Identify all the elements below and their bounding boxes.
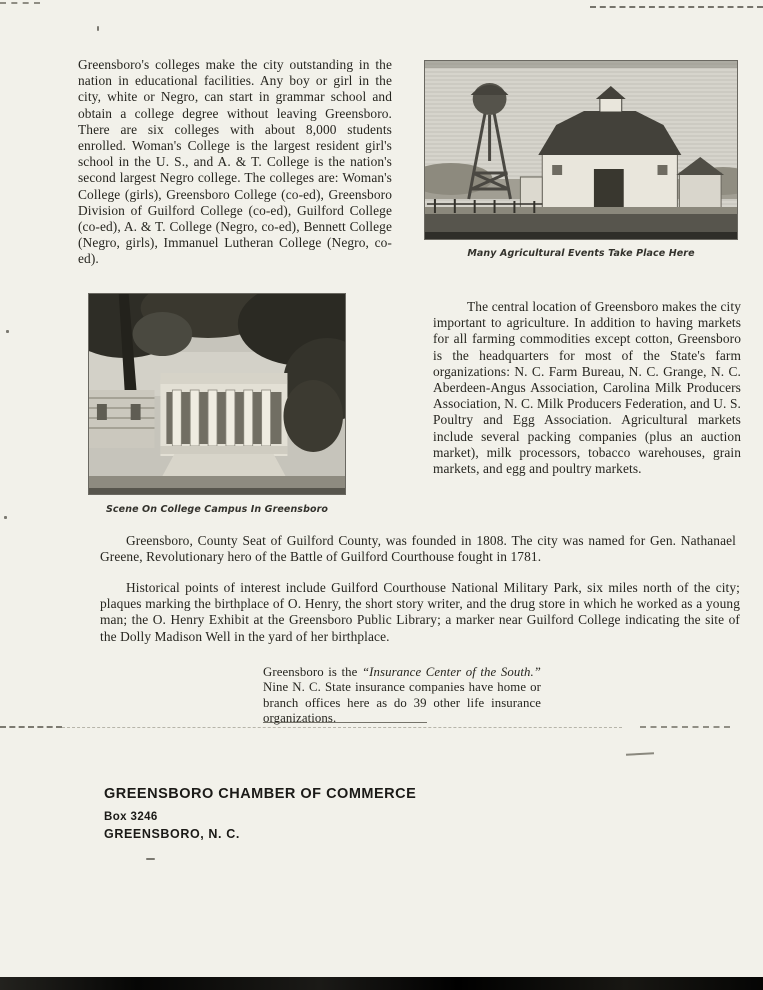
insurance-text-suffix: Nine N. C. State insurance companies have home or branch offices here as do 39 other life insurance organizations. bbox=[263, 680, 541, 726]
scan-artifact-mark bbox=[97, 26, 99, 31]
city-line: GREENSBORO, N. C. bbox=[104, 827, 240, 841]
barn-photo-illustration bbox=[425, 61, 737, 239]
insurance-text-italic: “Insurance Center of the South.” bbox=[361, 665, 542, 679]
campus-photo-illustration bbox=[89, 294, 345, 494]
barn-photo-caption: Many Agricultural Events Take Place Here bbox=[467, 248, 695, 259]
scan-artifact-dash bbox=[626, 752, 654, 755]
campus-photo-caption: Scene On College Campus In Greensboro bbox=[105, 504, 329, 515]
scan-artifact-dash bbox=[62, 727, 622, 728]
scan-artifact-underline bbox=[263, 722, 427, 723]
founding-paragraph: Greensboro, County Seat of Guilford County, was founded in 1808. The city was named for Gen. Nathanael Greene, Revolutionary hero of the Battle of Guilford Courthouse fought in 1781. bbox=[100, 533, 736, 565]
scan-artifact-dash bbox=[0, 726, 62, 728]
barn-photo bbox=[424, 60, 738, 240]
po-box-line: Box 3246 bbox=[104, 811, 158, 823]
scan-artifact-mark bbox=[6, 330, 9, 333]
scan-artifact-mark bbox=[146, 858, 155, 860]
chamber-of-commerce-title: GREENSBORO CHAMBER OF COMMERCE bbox=[104, 786, 417, 802]
history-paragraph: Historical points of interest include Guilford Courthouse National Military Park, six miles north of the city; plaques marking the birthplace of O. Henry, the short story writer, and the drug store in which he worked as a young man; the O. Henry Exhibit at the Greensboro Public Library; a marker near Guilford College indicating the site of the Dolly Madison Well in the yard of her birthplace. bbox=[100, 580, 740, 644]
campus-photo bbox=[88, 293, 346, 495]
agriculture-paragraph: The central location of Greensboro makes the city important to agriculture. In addition to having markets for all farming commodities except cotton, Greensboro is the headquarters for most of the State's farm organizations: N. C. Farm Bureau, N. C. Grange, N. C. Aberdeen-Angus Association, Carolina Milk Producers Association, N. C. Milk Producers Federation, and U. S. Poultry and Egg Association. Agricultural markets include several packing companies (plus an auction market), milk processors, tobacco warehouses, grain markets, and egg and poultry markets. bbox=[433, 299, 741, 477]
insurance-paragraph bbox=[263, 665, 541, 727]
scan-artifact-dash bbox=[590, 6, 763, 8]
insurance-text-prefix: Greensboro is the bbox=[263, 665, 362, 679]
scan-artifact-mark bbox=[4, 516, 7, 519]
scan-artifact-dash bbox=[640, 726, 730, 728]
colleges-paragraph: Greensboro's colleges make the city outstanding in the nation in educational facilities. Any boy or girl in the city, white or Negro, can start in grammar school and obtain a college degree without leaving Greensboro. There are six colleges with about 8,000 students enrolled. Woman's College is the largest resident girl's school in the U. S., and A. & T. College is the nation's second largest Negro college. The colleges are: Woman's College (girls), Greensboro College (co-ed), Greensboro Division of Guilford College (co-ed), Guilford College (co-ed), A. & T. College (Negro, co-ed), Bennett College (Negro, girls), Immanuel Lutheran College (Negro, co-ed). bbox=[78, 57, 392, 267]
scan-artifact-dash bbox=[0, 2, 40, 4]
scan-edge-bar bbox=[0, 977, 763, 990]
